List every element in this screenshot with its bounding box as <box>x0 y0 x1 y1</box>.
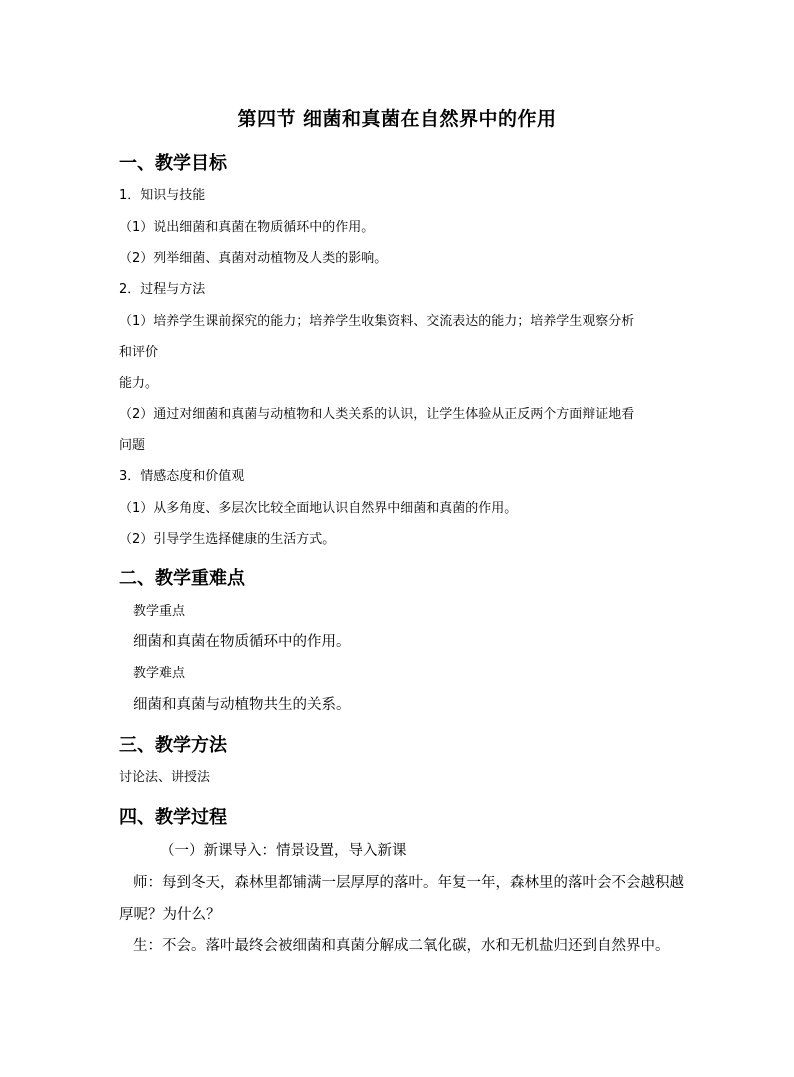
goal-heading-attitude: 3．情感态度和价值观 <box>119 469 245 484</box>
process-step: （一）新课导入：情景设置，导入新课 <box>160 843 407 859</box>
section-heading-method: 三、教学方法 <box>119 735 227 756</box>
goal-item: （1）培养学生课前探究的能力；培养学生收集资料、交流表达的能力；培养学生观察分析 <box>119 314 635 329</box>
goal-item-cont: 能力。 <box>119 376 159 391</box>
goal-item: （1）从多角度、多层次比较全面地认识自然界中细菌和真菌的作用。 <box>119 501 518 516</box>
goal-heading-process: 2．过程与方法 <box>119 282 206 297</box>
goal-item: （2）引导学生选择健康的生活方式。 <box>119 532 336 547</box>
section-heading-process: 四、教学过程 <box>119 807 227 828</box>
difficulty-text: 细菌和真菌与动植物共生的关系。 <box>133 697 351 713</box>
section-heading-goals: 一、教学目标 <box>119 153 227 174</box>
method-text: 讨论法、讲授法 <box>119 770 211 785</box>
keypoint-text: 细菌和真菌在物质循环中的作用。 <box>133 634 351 650</box>
goal-item-cont: 问题 <box>119 438 146 453</box>
dialogue-teacher-cont: 厚呢？为什么？ <box>119 907 221 923</box>
goal-item: （1）说出细菌和真菌在物质循环中的作用。 <box>119 220 375 235</box>
dialogue-student: 生：不会。落叶最终会被细菌和真菌分解成二氧化碳，水和无机盐归还到自然界中。 <box>133 938 670 954</box>
difficulty-label: 教学难点 <box>133 666 186 681</box>
goal-item-cont: 和评价 <box>119 345 159 360</box>
goal-heading-knowledge: 1．知识与技能 <box>119 188 206 203</box>
goal-item: （2）通过对细菌和真菌与动植物和人类关系的认识，让学生体验从正反两个方面辩证地看 <box>119 407 635 422</box>
goal-item: （2）列举细菌、真菌对动植物及人类的影响。 <box>119 251 388 266</box>
section-heading-keypoints: 二、教学重难点 <box>119 568 245 589</box>
keypoint-label: 教学重点 <box>133 604 186 619</box>
dialogue-teacher: 师：每到冬天，森林里都铺满一层厚厚的落叶。年复一年，森林里的落叶会不会越积越 <box>133 875 684 891</box>
page-title: 第四节 细菌和真菌在自然界中的作用 <box>237 108 557 130</box>
